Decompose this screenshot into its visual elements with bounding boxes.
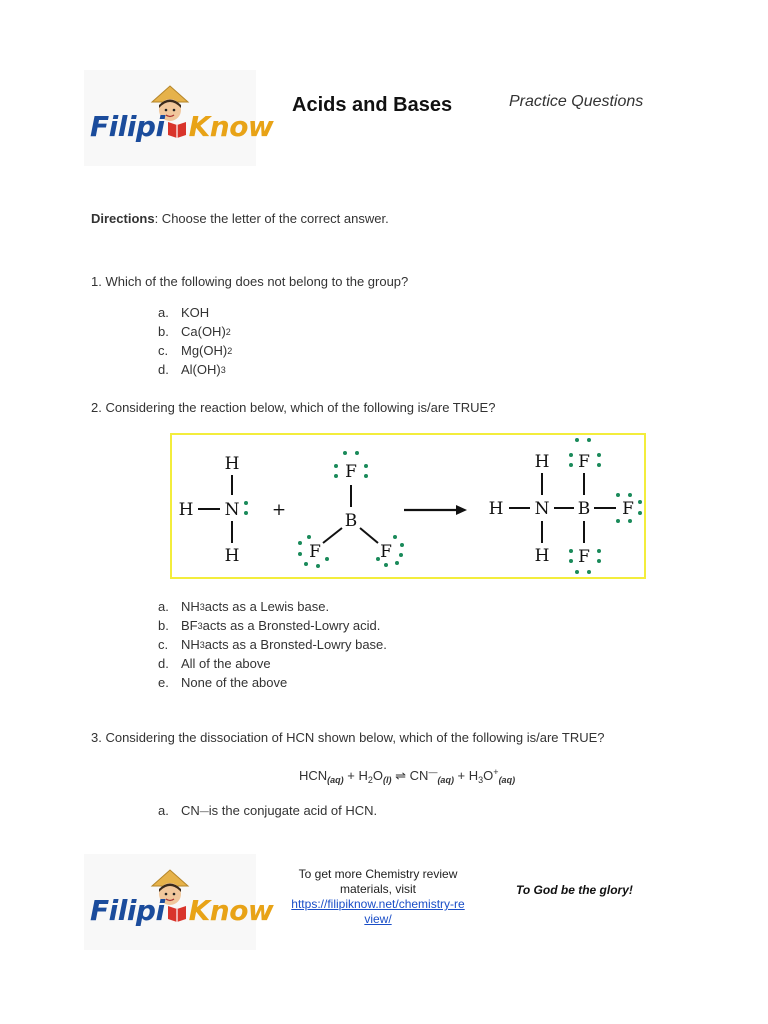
bf3-f-right: F [380,542,392,562]
footer-link-line-1[interactable]: https://filipiknow.net/chemistry-re [291,897,465,911]
bond-lines [198,473,616,543]
footer-link[interactable] [278,897,478,912]
option-1a: a. KOH [158,305,210,320]
nh3-n: N [224,500,240,520]
directions [91,211,389,226]
option-3a: a. CN — is the conjugate acid of HCN. [158,803,378,818]
bf3-b: B [344,511,358,531]
page-title: Acids and Bases [292,94,453,116]
prod-h-left: H [488,499,504,519]
option-1b: b. Ca(OH) 2 [158,324,231,339]
nh3-h-top: H [224,454,240,474]
reaction-svg [172,435,644,577]
bf3-f-left: F [309,542,321,562]
book-icon [166,901,188,923]
lewis-reaction-diagram [170,433,646,579]
question-1: 1. Which of the following does not belong to the group? [91,274,409,289]
option-2b: b. BF 3 acts as a Bronsted-Lowry acid. [158,618,381,633]
footer-line-2: materials, visit [339,882,416,896]
footer-link-line-2[interactable]: view/ [364,912,392,926]
footer-note [278,867,478,927]
footer-logo [84,854,274,950]
footer-line-1: To get more Chemistry review [298,867,458,881]
question-2-options [158,597,387,692]
option-1d: d. Al(OH) 3 [158,362,226,377]
option-1c: c. Mg(OH) 2 [158,343,233,358]
question-1-options [158,303,232,379]
question-3: 3. Considering the dissociation of HCN shown below, which of the following is/are TRUE? [91,730,605,745]
reaction-arrow [404,505,467,515]
prod-h-bottom: H [534,546,550,566]
prod-b: B [577,499,591,519]
prod-f-top: F [578,452,590,472]
prod-n: N [534,499,550,519]
prod-f-right: F [622,499,634,519]
logo-wordmark: Filipi Know [90,110,274,143]
hcn-equation: $HCN_{(aq)} + H_2O_{(l)}$ ⇌ $CN^—_{(aq)} + H_3O^+_{(aq)}$ [299,767,516,785]
equilibrium-arrow: ⇌ [391,768,410,783]
directions-label: Directions [91,211,155,226]
book-icon [166,117,188,139]
question-2: 2. Considering the reaction below, which of the following is/are TRUE? [91,400,496,415]
directions-text: : Choose the letter of the correct answer. [154,211,389,226]
footer-slogan: To God be the glory! [516,883,633,897]
plus-sign: + [271,500,287,520]
logo-wordmark: Filipi Know [90,894,274,927]
nh3-h-bottom: H [224,546,240,566]
page-subtitle: Practice Questions [509,93,644,110]
option-2c: c. NH 3 acts as a Bronsted-Lowry base. [158,637,387,652]
header-logo [84,70,274,166]
option-2e: e. None of the above [158,675,288,690]
prod-f-bottom: F [578,547,590,567]
bf3-f-top: F [345,462,357,482]
option-2d: d. All of the above [158,656,271,671]
nh3-h-left: H [178,500,194,520]
option-2a: a. NH 3 acts as a Lewis base. [158,599,330,614]
prod-h-top: H [534,452,550,472]
